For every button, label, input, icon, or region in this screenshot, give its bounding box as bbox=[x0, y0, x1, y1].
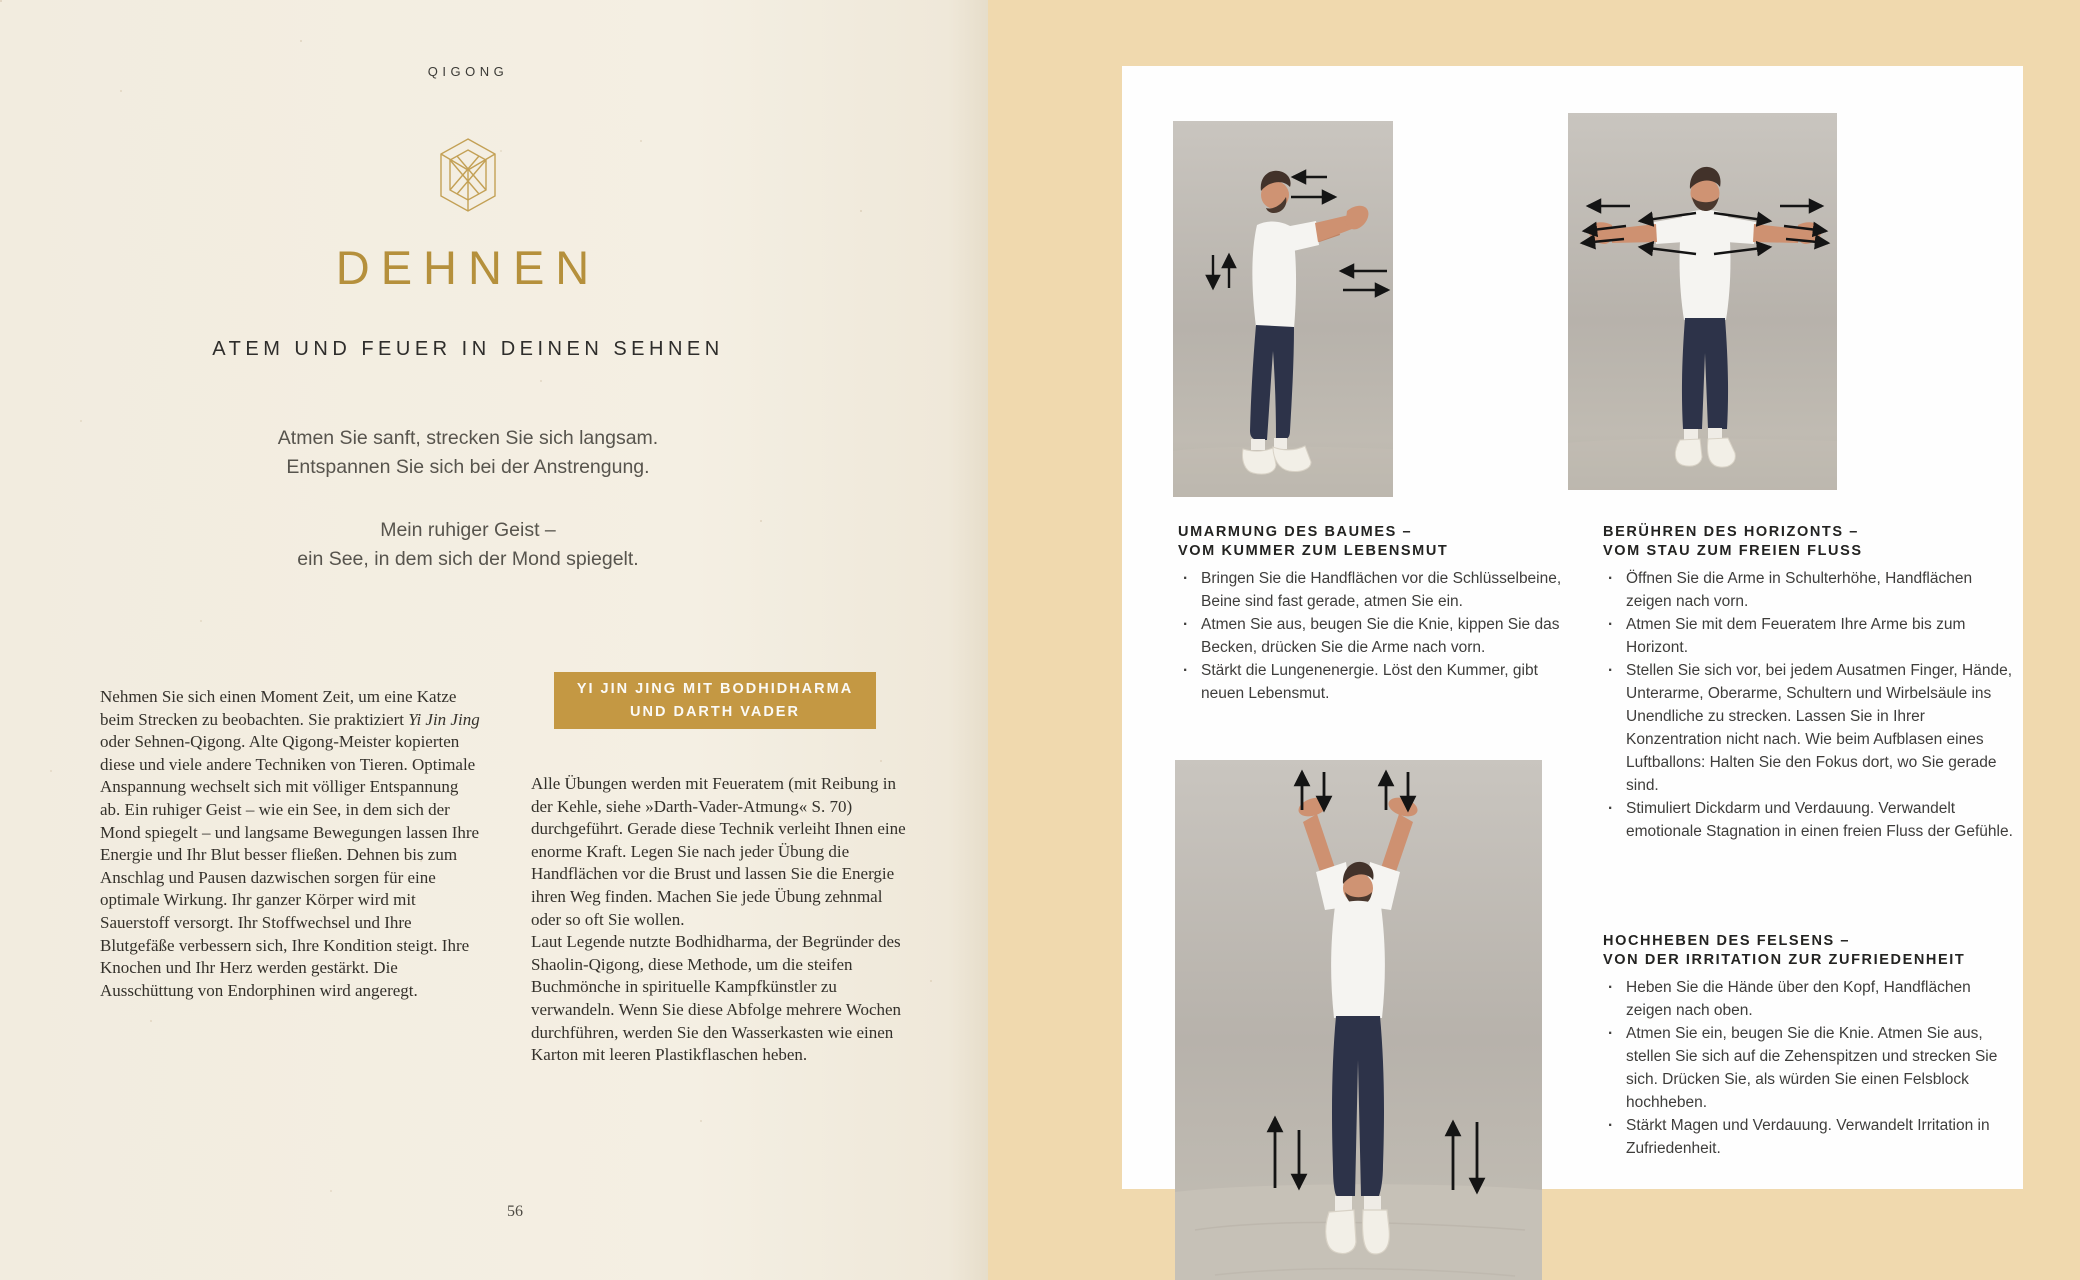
poem-line: ein See, in dem sich der Mond spiegelt. bbox=[297, 548, 639, 570]
exercise-bullets bbox=[1603, 976, 2015, 1160]
exercise-heading-line: VOM KUMMER ZUM LEBENSMUT bbox=[1178, 543, 1449, 559]
poem-line: Atmen Sie sanft, strecken Sie sich langsam. bbox=[277, 427, 659, 449]
bullet-item: · Atmen Sie aus, beugen Sie die Knie, kippen Sie das Becken, drücken Sie die Arme nach vorn. bbox=[1178, 613, 1562, 659]
box-label-line: UND DARTH VADER bbox=[630, 703, 800, 720]
exercise-block-hochheben-des-felsens bbox=[1603, 932, 2015, 1160]
method-paragraph-1: Alle Übungen werden mit Feueratem (mit Reibung in der Kehle, siehe »Darth-Vader-Atmung« S. 70) durchgeführt. Gerade diese Technik verleiht Ihnen eine enorme Kraft. Legen Sie nach jeder Übung die Handflächen vor die Brust und lassen Sie die Energie ihren Weg finden. Machen Sie jede Übung zehnmal oder so oft Sie wollen. bbox=[531, 774, 906, 929]
exercise-photo-umarmung-des-baumes bbox=[1173, 121, 1393, 497]
box-label-line: YI JIN JING MIT BODHIDHARMA bbox=[576, 680, 854, 697]
bullet-item: · Bringen Sie die Handflächen vor die Schlüsselbeine, Beine sind fast gerade, atmen Sie ein. bbox=[1178, 567, 1562, 613]
intro-text-italic: Yi Jin Jing bbox=[408, 709, 480, 729]
exercise-heading-line: UMARMUNG DES BAUMES – bbox=[1178, 524, 1413, 540]
exercise-block-umarmung-des-baumes bbox=[1178, 523, 1562, 705]
intro-text-before: Nehmen Sie sich einen Moment Zeit, um eine Katze beim Strecken zu beobachten. Sie praktiziert bbox=[100, 687, 457, 729]
chapter-kicker: QIGONG bbox=[427, 64, 509, 79]
intro-text-after: oder Sehnen-Qigong. Alte Qigong-Meister kopierten diese und viele andere Techniken von Tieren. Optimale Anspannung wechselt sich mit völliger Entspannung ab. Ein ruhiger Geist – wie ein See, in dem sich der Mond spiegelt – und langsame Bewegungen lassen Ihre Energie und Ihr Blut besser fließen. Dehnen bis zum Anschlag und Pausen dazwischen sorgen für eine optimale Wirkung. Ihr ganzer Körper wird mit Sauerstoff versorgt. Ihr Stoffwechsel und Ihre Blutgefäße verbessern sich, Ihre Kondition steigt. Ihre Knochen und Ihr Herz werden gestärkt. Die Ausschüttung von Endorphinen wird angeregt. bbox=[100, 732, 480, 1000]
bullet-item: · Atmen Sie mit dem Feueratem Ihre Arme bis zum Horizont. bbox=[1603, 613, 2015, 659]
exercise-bullets bbox=[1178, 567, 1562, 705]
exercise-bullets bbox=[1603, 567, 2015, 843]
right-page bbox=[988, 0, 2080, 1280]
bullet-item: · Stellen Sie sich vor, bei jedem Ausatmen Finger, Hände, Unterarme, Oberarme, Schultern und Wirbelsäule ins Unendliche zu strecken. Lassen Sie in Ihrer Konzentration nicht nach. Wie beim Aufblasen eines Luftballons: Halten Sie den Fokus dort, wo Sie gerade sind. bbox=[1603, 659, 2015, 797]
method-column bbox=[531, 672, 912, 1067]
bullet-item: · Stärkt die Lungenenergie. Löst den Kummer, gibt neuen Lebensmut. bbox=[1178, 659, 1562, 705]
exercise-heading bbox=[1603, 932, 2015, 970]
bullet-item: · Stärkt Magen und Verdauung. Verwandelt Irritation in Zufriedenheit. bbox=[1603, 1114, 2015, 1160]
exercise-card bbox=[1122, 66, 2023, 1189]
exercise-heading-line: VON DER IRRITATION ZUR ZUFRIEDENHEIT bbox=[1603, 952, 1966, 968]
page-title: DEHNEN bbox=[335, 241, 601, 294]
exercise-heading bbox=[1603, 523, 2015, 561]
backdrop-floor bbox=[1568, 438, 1837, 490]
exercise-heading-line: HOCHHEBEN DES FELSENS – bbox=[1603, 933, 1851, 949]
poem-line: Mein ruhiger Geist – bbox=[380, 519, 556, 541]
intro-paragraph bbox=[100, 686, 482, 1002]
backdrop-floor bbox=[1175, 1184, 1542, 1280]
method-text bbox=[531, 773, 912, 1067]
exercise-photo-hochheben-des-felsens bbox=[1175, 760, 1542, 1280]
exercise-heading bbox=[1178, 523, 1562, 561]
bullet-item: · Stimuliert Dickdarm und Verdauung. Verwandelt emotionale Stagnation in einen freien Fluss der Gefühle. bbox=[1603, 797, 2015, 843]
method-paragraph-2: Laut Legende nutzte Bodhidharma, der Begründer des Shaolin-Qigong, diese Methode, um die steifen Buchmönche in spirituelle Kampfkünstler zu verwandeln. Wenn Sie diese Abfolge mehrere Wochen durchführen, werden Sie den Wasserkasten wie einen Karton mit leeren Plastikflaschen heben. bbox=[531, 932, 902, 1065]
paper-speckles bbox=[0, 0, 2, 2]
left-page bbox=[0, 0, 988, 1280]
page-number: 56 bbox=[507, 1203, 523, 1220]
exercise-block-beruehren-des-horizonts bbox=[1603, 523, 2015, 843]
exercise-reference-box bbox=[554, 672, 876, 729]
exercise-heading-line: BERÜHREN DES HORIZONTS – bbox=[1603, 524, 1859, 540]
chapter-logo bbox=[0, 136, 936, 219]
poem-stanza-1 bbox=[0, 424, 936, 482]
bullet-item: · Öffnen Sie die Arme in Schulterhöhe, Handflächen zeigen nach vorn. bbox=[1603, 567, 2015, 613]
exercise-photo-beruehren-des-horizonts bbox=[1568, 113, 1837, 490]
bullet-item: · Atmen Sie ein, beugen Sie die Knie. Atmen Sie aus, stellen Sie sich auf die Zehenspitzen und strecken Sie sich. Drücken Sie, als würden Sie einen Felsblock hochheben. bbox=[1603, 1022, 2015, 1114]
exercise-heading-line: VOM STAU ZUM FREIEN FLUSS bbox=[1603, 543, 1863, 559]
bullet-item: · Heben Sie die Hände über den Kopf, Handflächen zeigen nach oben. bbox=[1603, 976, 2015, 1022]
poem-line: Entspannen Sie sich bei der Anstrengung. bbox=[286, 456, 650, 478]
page-subtitle: ATEM UND FEUER IN DEINEN SEHNEN bbox=[212, 338, 724, 360]
hexagon-knot-icon bbox=[437, 136, 499, 214]
poem-stanza-2 bbox=[0, 516, 936, 574]
